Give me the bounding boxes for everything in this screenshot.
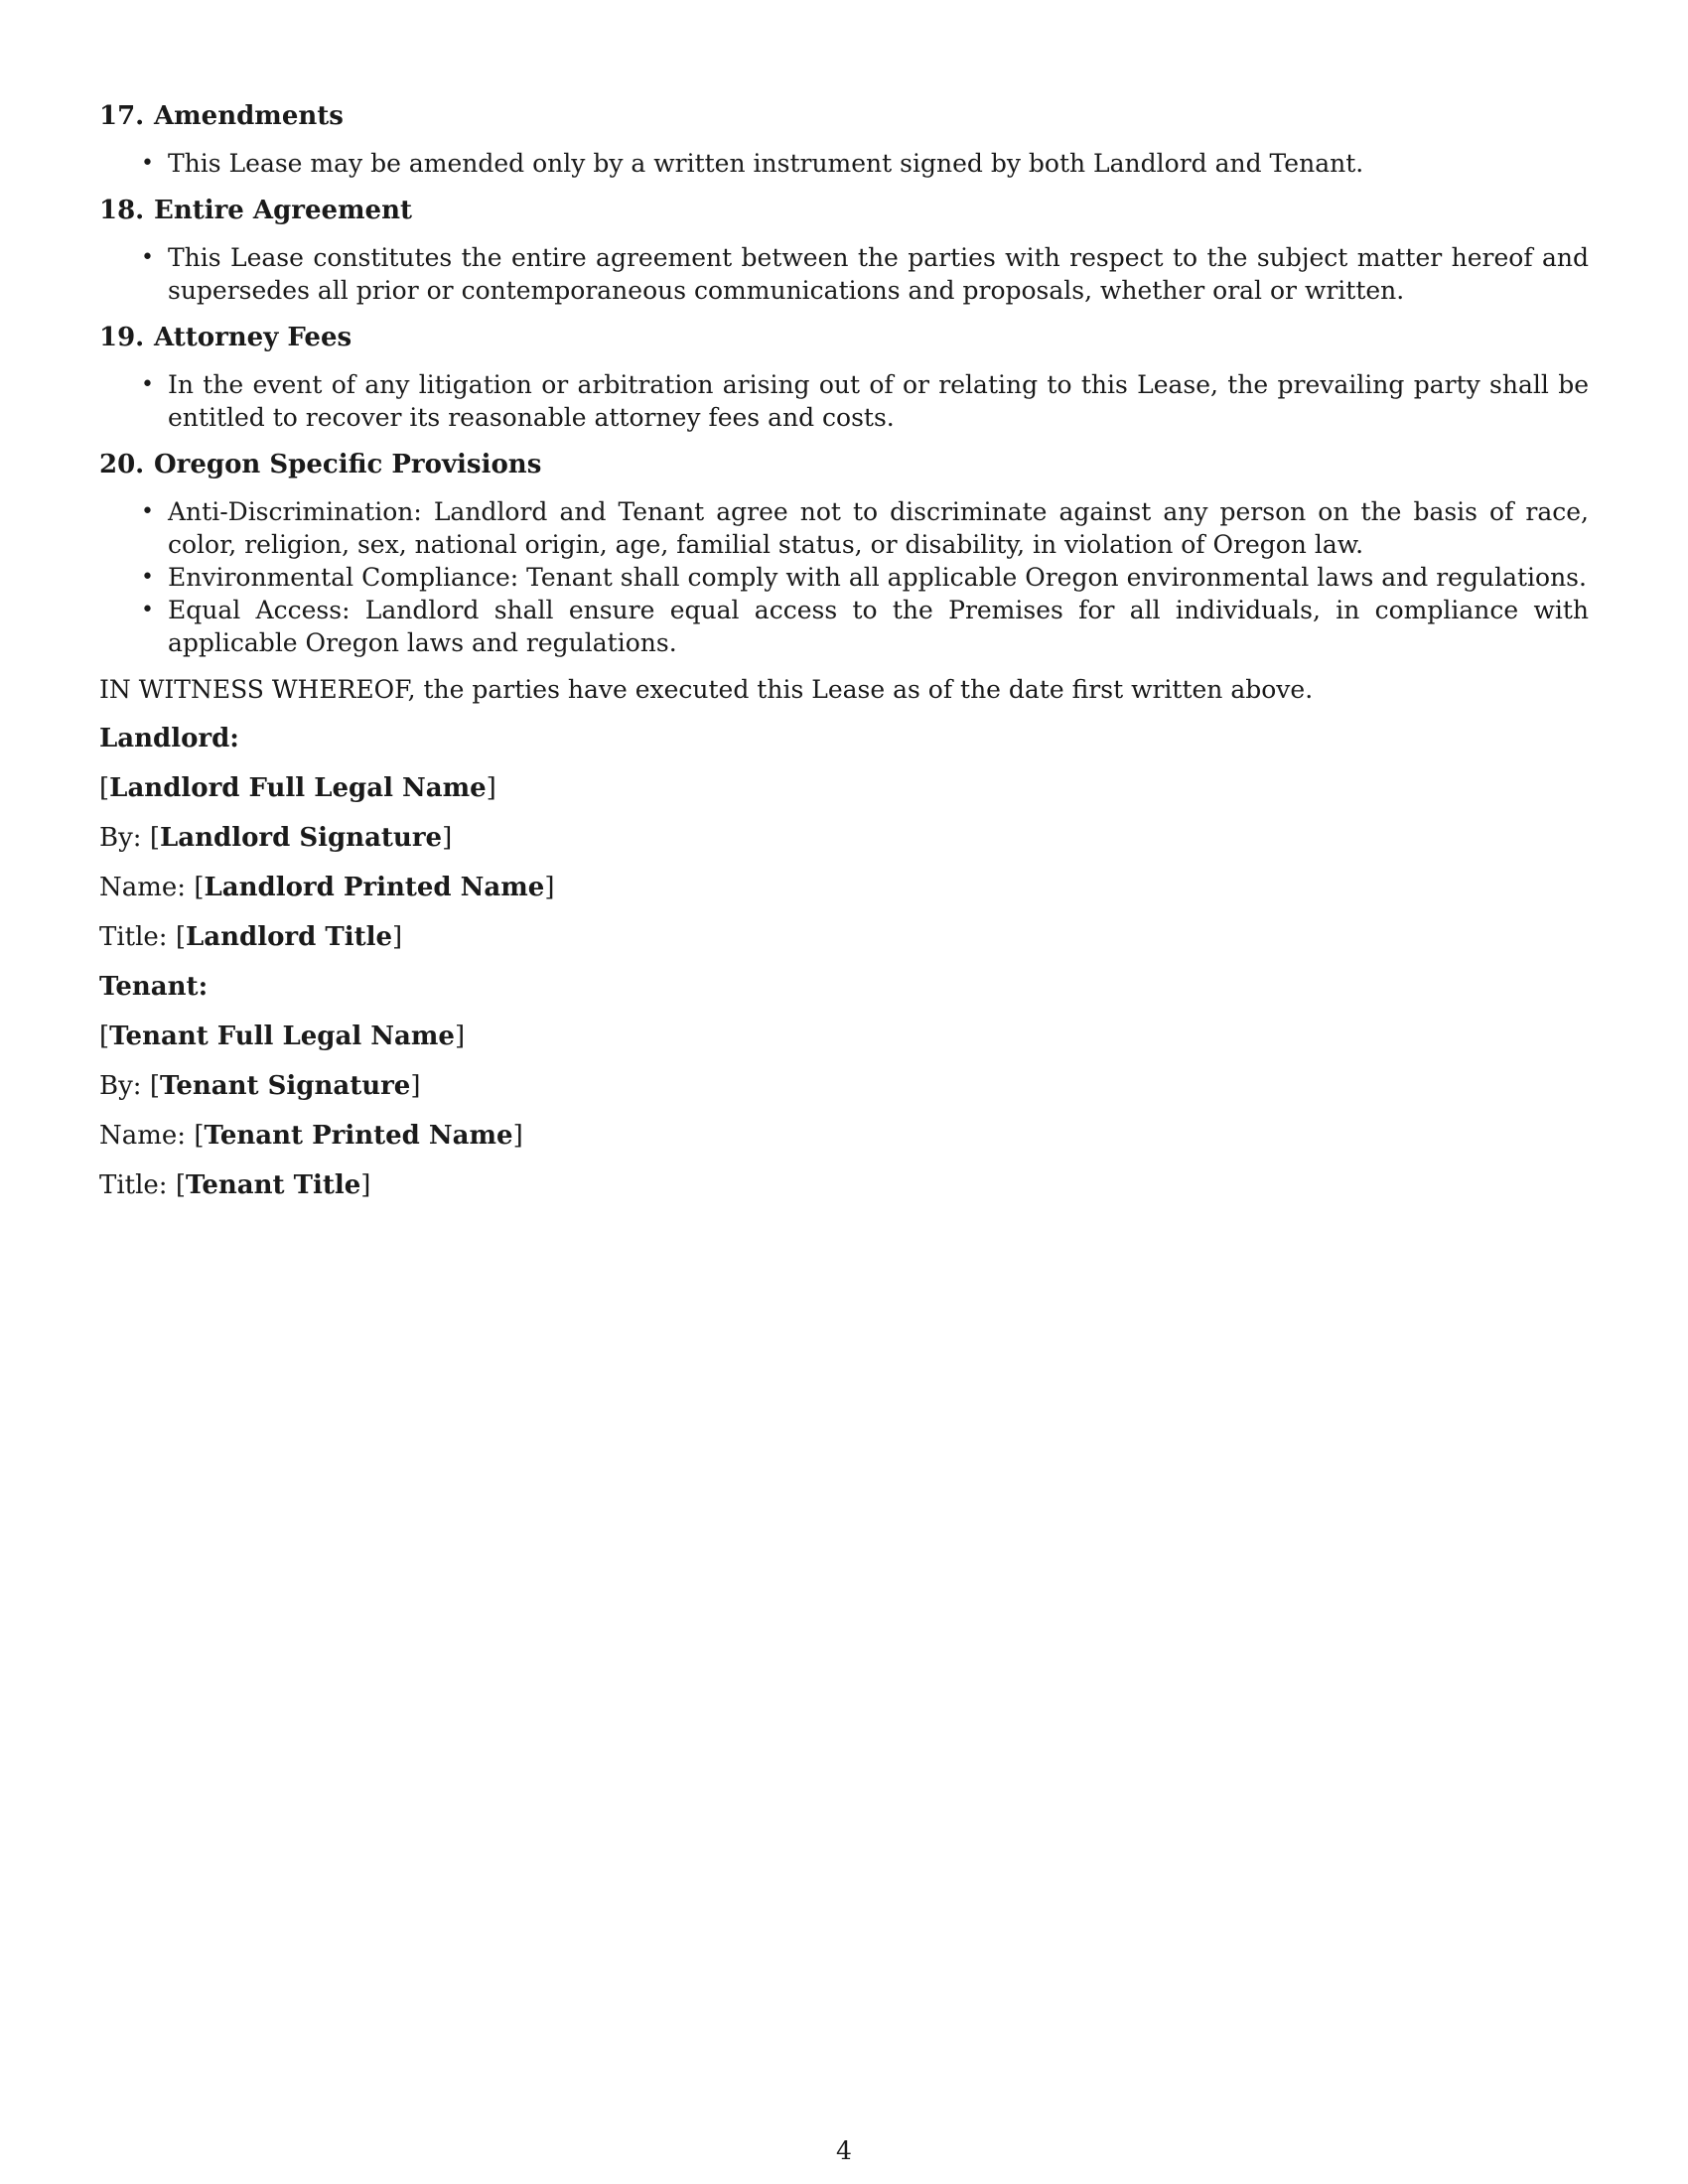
section-heading-attorney-fees	[99, 321, 1589, 354]
tenant-signature: Tenant Signature	[159, 1071, 411, 1101]
section-title: Attorney Fees	[154, 323, 352, 352]
section-title: Amendments	[154, 101, 344, 131]
by-label: By:	[99, 823, 142, 853]
section-number: 18.	[99, 196, 145, 225]
document-page	[99, 99, 1589, 1218]
page-number: 4	[836, 2136, 852, 2165]
bullet-item: • This Lease may be amended only by a written instrument signed by both Landlord and Tenant.	[99, 147, 1589, 180]
name-label: Name:	[99, 873, 187, 902]
landlord-by-line: By: [Landlord Signature]	[99, 823, 453, 853]
section-bullets-amendments	[99, 147, 1589, 180]
name-label: Name:	[99, 1121, 187, 1151]
tenant-name-line: Name: [Tenant Printed Name]	[99, 1121, 523, 1151]
tenant-title: Tenant Title	[186, 1170, 361, 1200]
section-bullets-entire-agreement	[99, 241, 1589, 307]
section-heading-amendments	[99, 99, 1589, 133]
landlord-signature: Landlord Signature	[159, 823, 443, 853]
by-label: By:	[99, 1071, 142, 1101]
landlord-title-line: Title: [Landlord Title]	[99, 922, 403, 952]
landlord-full-name: Landlord Full Legal Name	[109, 773, 487, 803]
section-heading-oregon-provisions	[99, 448, 1589, 481]
landlord-name-line: Name: [Landlord Printed Name]	[99, 873, 555, 902]
landlord-full-name-line: [Landlord Full Legal Name]	[99, 773, 496, 803]
bullet-item: • This Lease constitutes the entire agreement between the parties with respect to the subject matter hereof and supersedes all prior or contemporaneous communications and proposals, whether oral or written.	[99, 241, 1589, 307]
section-number: 17.	[99, 101, 145, 131]
section-heading-entire-agreement	[99, 194, 1589, 227]
tenant-printed-name: Tenant Printed Name	[204, 1121, 513, 1151]
title-label: Title:	[99, 922, 168, 952]
bullet-item: • In the event of any litigation or arbitration arising out of or relating to this Lease, the prevailing party shall be entitled to recover its reasonable attorney fees and costs.	[99, 368, 1589, 434]
tenant-full-name-line: [Tenant Full Legal Name]	[99, 1022, 466, 1051]
section-bullets-attorney-fees	[99, 368, 1589, 434]
witness-clause: IN WITNESS WHEREOF, the parties have executed this Lease as of the date first written above.	[99, 675, 1314, 704]
tenant-full-name: Tenant Full Legal Name	[109, 1022, 455, 1051]
section-bullets-oregon-provisions	[99, 495, 1589, 659]
section-title: Oregon Specific Provisions	[154, 450, 542, 479]
landlord-title: Landlord Title	[186, 922, 393, 952]
title-label: Title:	[99, 1170, 168, 1200]
section-number: 19.	[99, 323, 145, 352]
bullet-item: • Anti-Discrimination: Landlord and Tenant agree not to discriminate against any person on the basis of race, color, religion, sex, national origin, age, familial status, or disability, in violation of Oregon law.	[99, 495, 1589, 561]
section-title: Entire Agreement	[154, 196, 412, 225]
section-number: 20.	[99, 450, 145, 479]
tenant-title-line: Title: [Tenant Title]	[99, 1170, 371, 1200]
landlord-printed-name: Landlord Printed Name	[204, 873, 545, 902]
bullet-item: • Environmental Compliance: Tenant shall comply with all applicable Oregon environmental laws and regulations.	[99, 561, 1589, 594]
landlord-label: Landlord:	[99, 724, 239, 753]
tenant-by-line: By: [Tenant Signature]	[99, 1071, 421, 1101]
tenant-label: Tenant:	[99, 972, 209, 1002]
bullet-item: • Equal Access: Landlord shall ensure equal access to the Premises for all individuals, in compliance with applicable Oregon laws and regulations.	[99, 594, 1589, 659]
